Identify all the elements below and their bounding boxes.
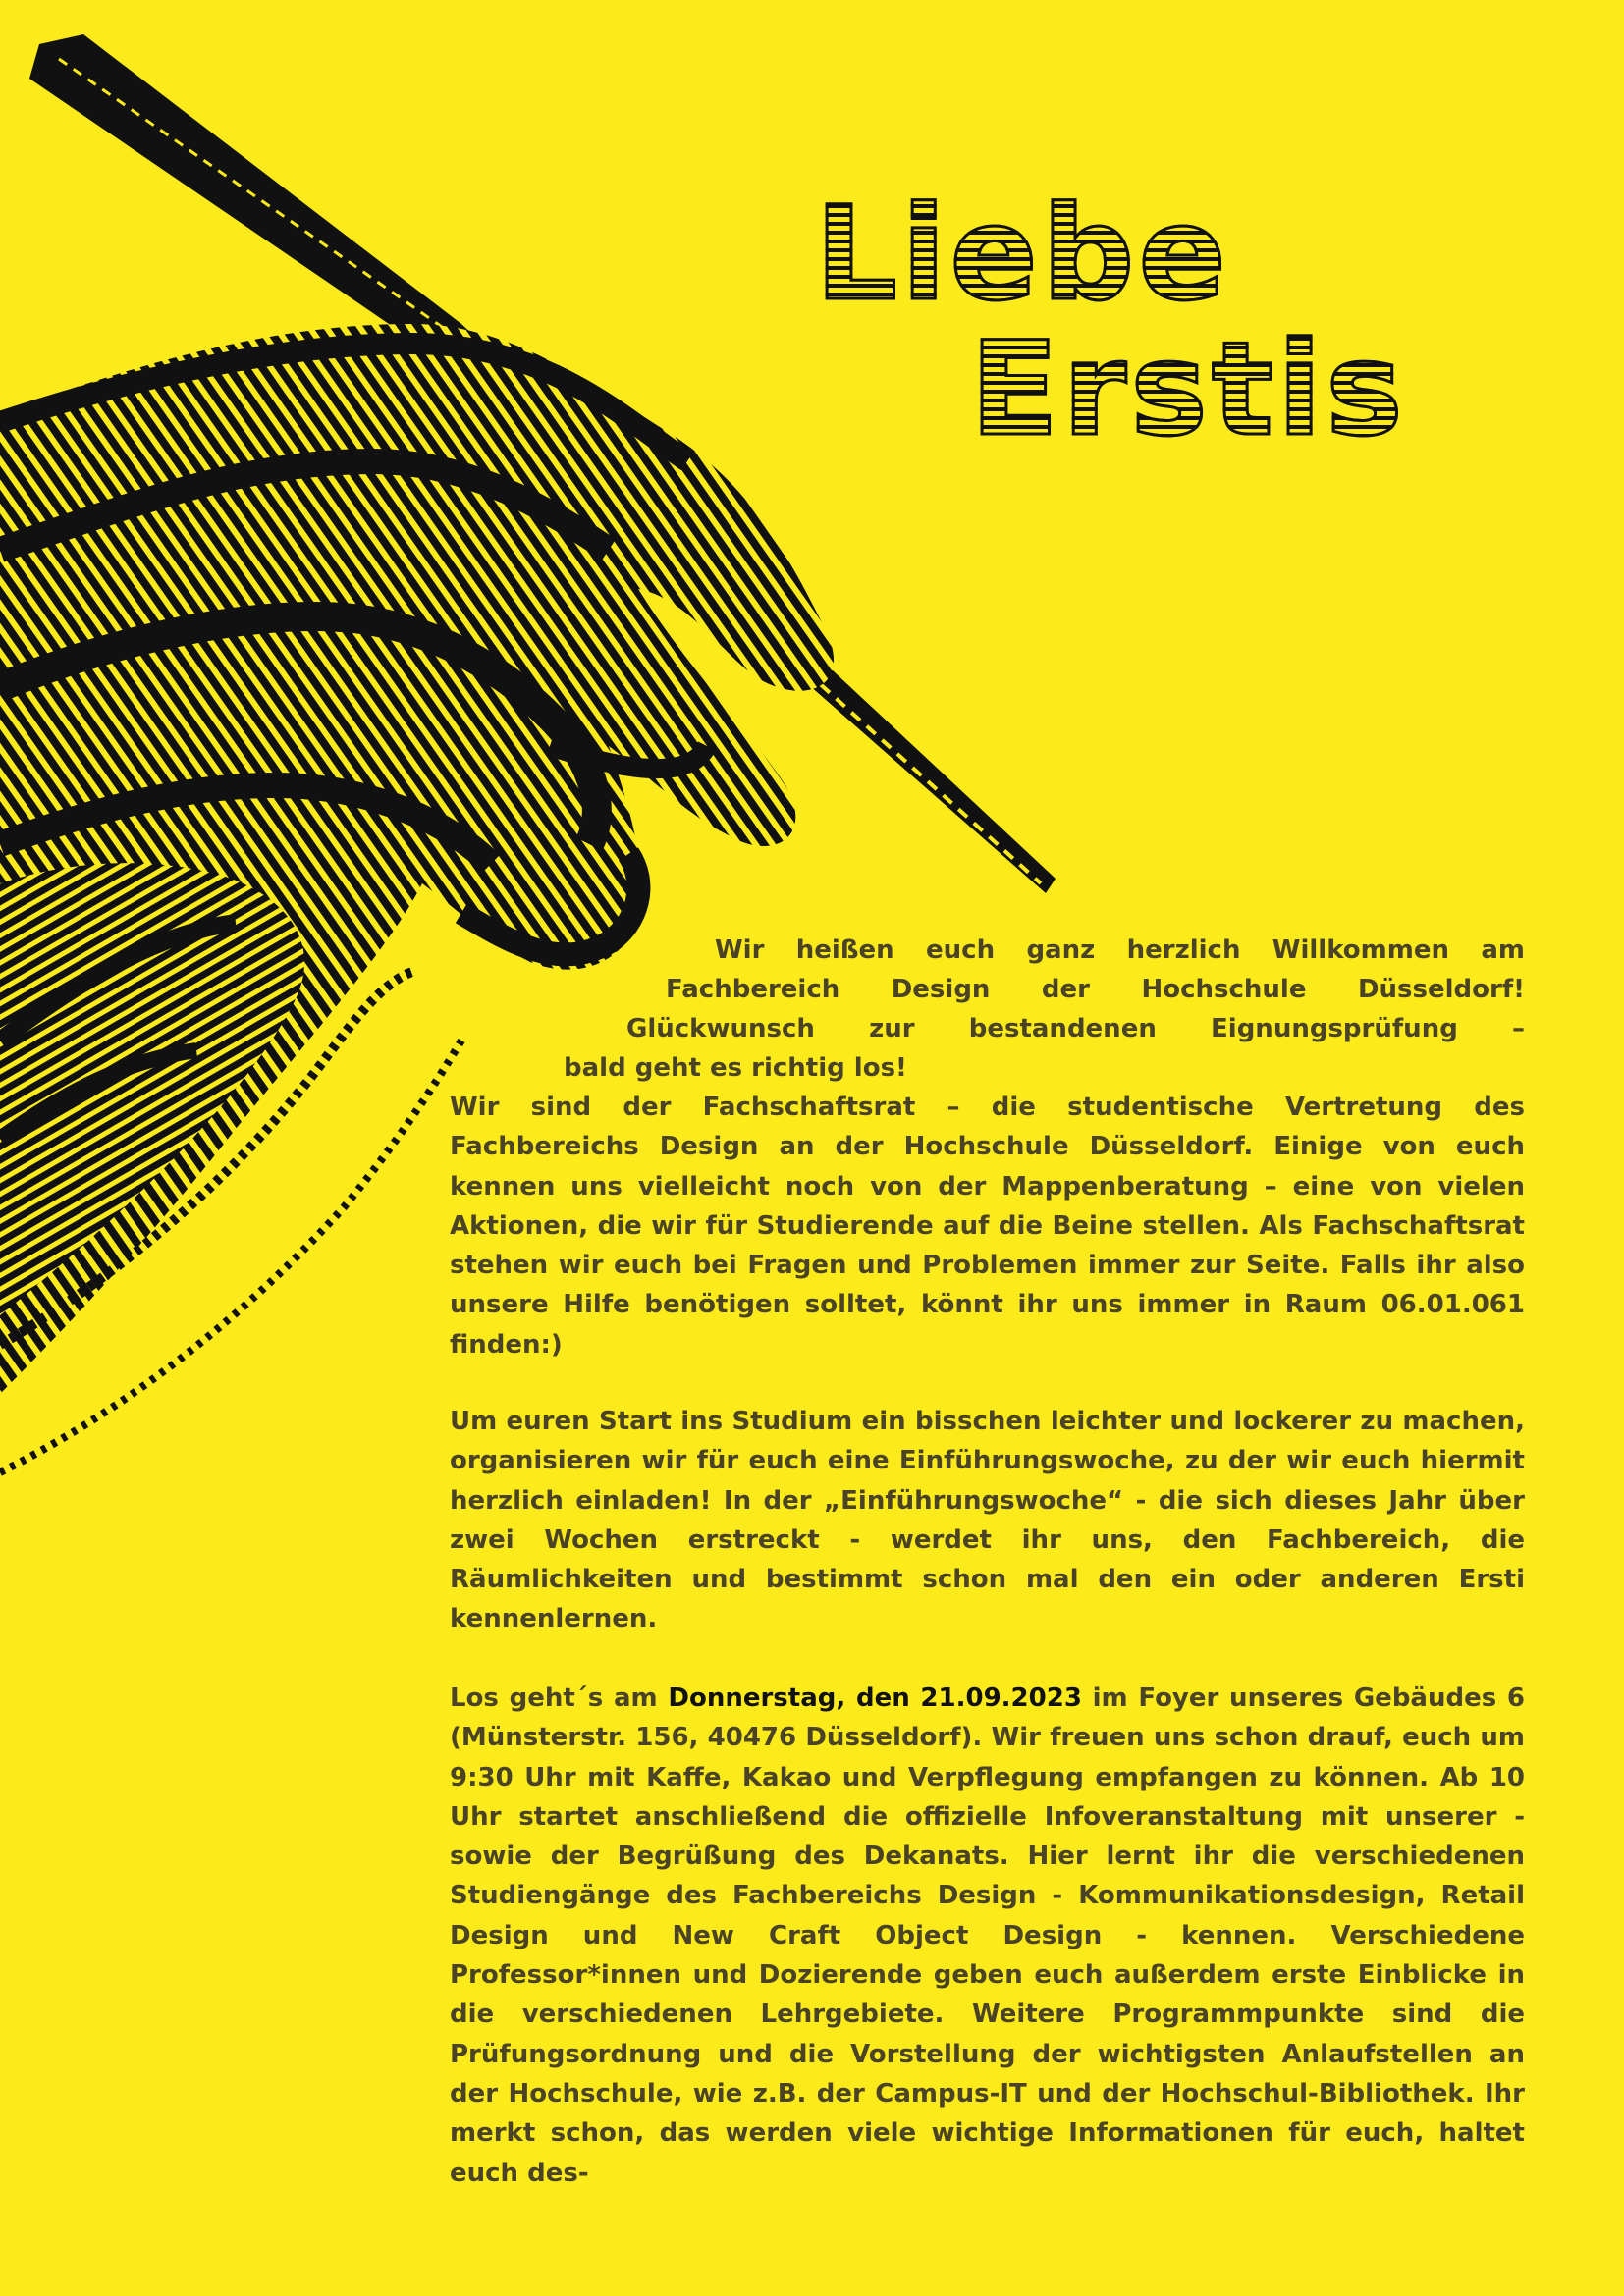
intro-line-3: Glückwunsch zur bestandenen Eignungsprüfung –	[626, 1014, 1525, 1043]
intro-block	[511, 931, 1525, 1088]
event-date: Donnerstag, den 21.09.2023	[668, 1683, 1082, 1713]
page-title	[805, 179, 1407, 465]
programm-text-rest: im Foyer unseres Gebäudes 6 (Münsterstr. 156, 40476 Düsseldorf). Wir freuen uns schon drauf, euch um 9:30 Uhr mit Kaffe, Kakao und Verpflegung empfangen zu können. Ab 10 Uhr startet anschließend die offizielle Infoveranstaltung mit unserer - sowie der Begrüßung des Dekanats. Hier lernt ihr die verschiedenen Studiengänge des Fachbereichs Design - Kommunikationsdesign, Retail Design und New Craft Object Design - kennen. Verschiedene Professor*innen und Dozierende geben euch außerdem erste Einblicke in die verschiedenen Lehrgebiete. Weitere Programmpunkte sind die Prüfungsordnung und die Vorstellung der wichtigsten Anlaufstellen an der Hochschule, wie z.B. der Campus-IT und der Hochschul-Bibliothek. Ihr merkt schon, das werden viele wichtige Informationen für euch, haltet euch des-	[450, 1683, 1526, 2188]
title-line-2: Erstis	[970, 314, 1407, 465]
paragraph-einfuehrungswoche: Um euren Start ins Studium ein bisschen leichter und lockerer zu machen, organisieren wir für euch eine Einführungswoche, zu der wir euch hiermit herzlich einladen! In der „Einführungswoche“ - die sich dieses Jahr über zwei Wochen erstreckt - werdet ihr uns, den Fachbereich, die Räumlichkeiten und bestimmt schon mal den ein oder anderen Ersti kennenlernen.	[450, 1407, 1525, 1634]
intro-line-1: Wir heißen euch ganz herzlich Willkommen am	[715, 935, 1525, 965]
intro-line-4: bald geht es richtig los!	[564, 1053, 907, 1083]
title-line-1: Liebe	[815, 179, 1230, 330]
intro-line-2: Fachbereich Design der Hochschule Düsseldorf!	[666, 975, 1525, 1004]
paragraph-programm	[450, 1679, 1525, 2193]
programm-text-start: Los geht´s am	[450, 1683, 669, 1713]
paragraph-fachschaftsrat: Wir sind der Fachschaftsrat – die studentische Vertretung des Fachbereichs Design an der Hochschule Düsseldorf. Einige von euch kennen uns vielleicht noch von der Mappenberatung – eine von vielen Aktionen, die wir für Studierende auf die Beine stellen. Als Fachschaftsrat stehen wir euch bei Fragen und Problemen immer zur Seite. Falls ihr also unsere Hilfe benötigen solltet, könnt ihr uns immer in Raum 06.01.061 finden:)	[450, 1093, 1525, 1360]
